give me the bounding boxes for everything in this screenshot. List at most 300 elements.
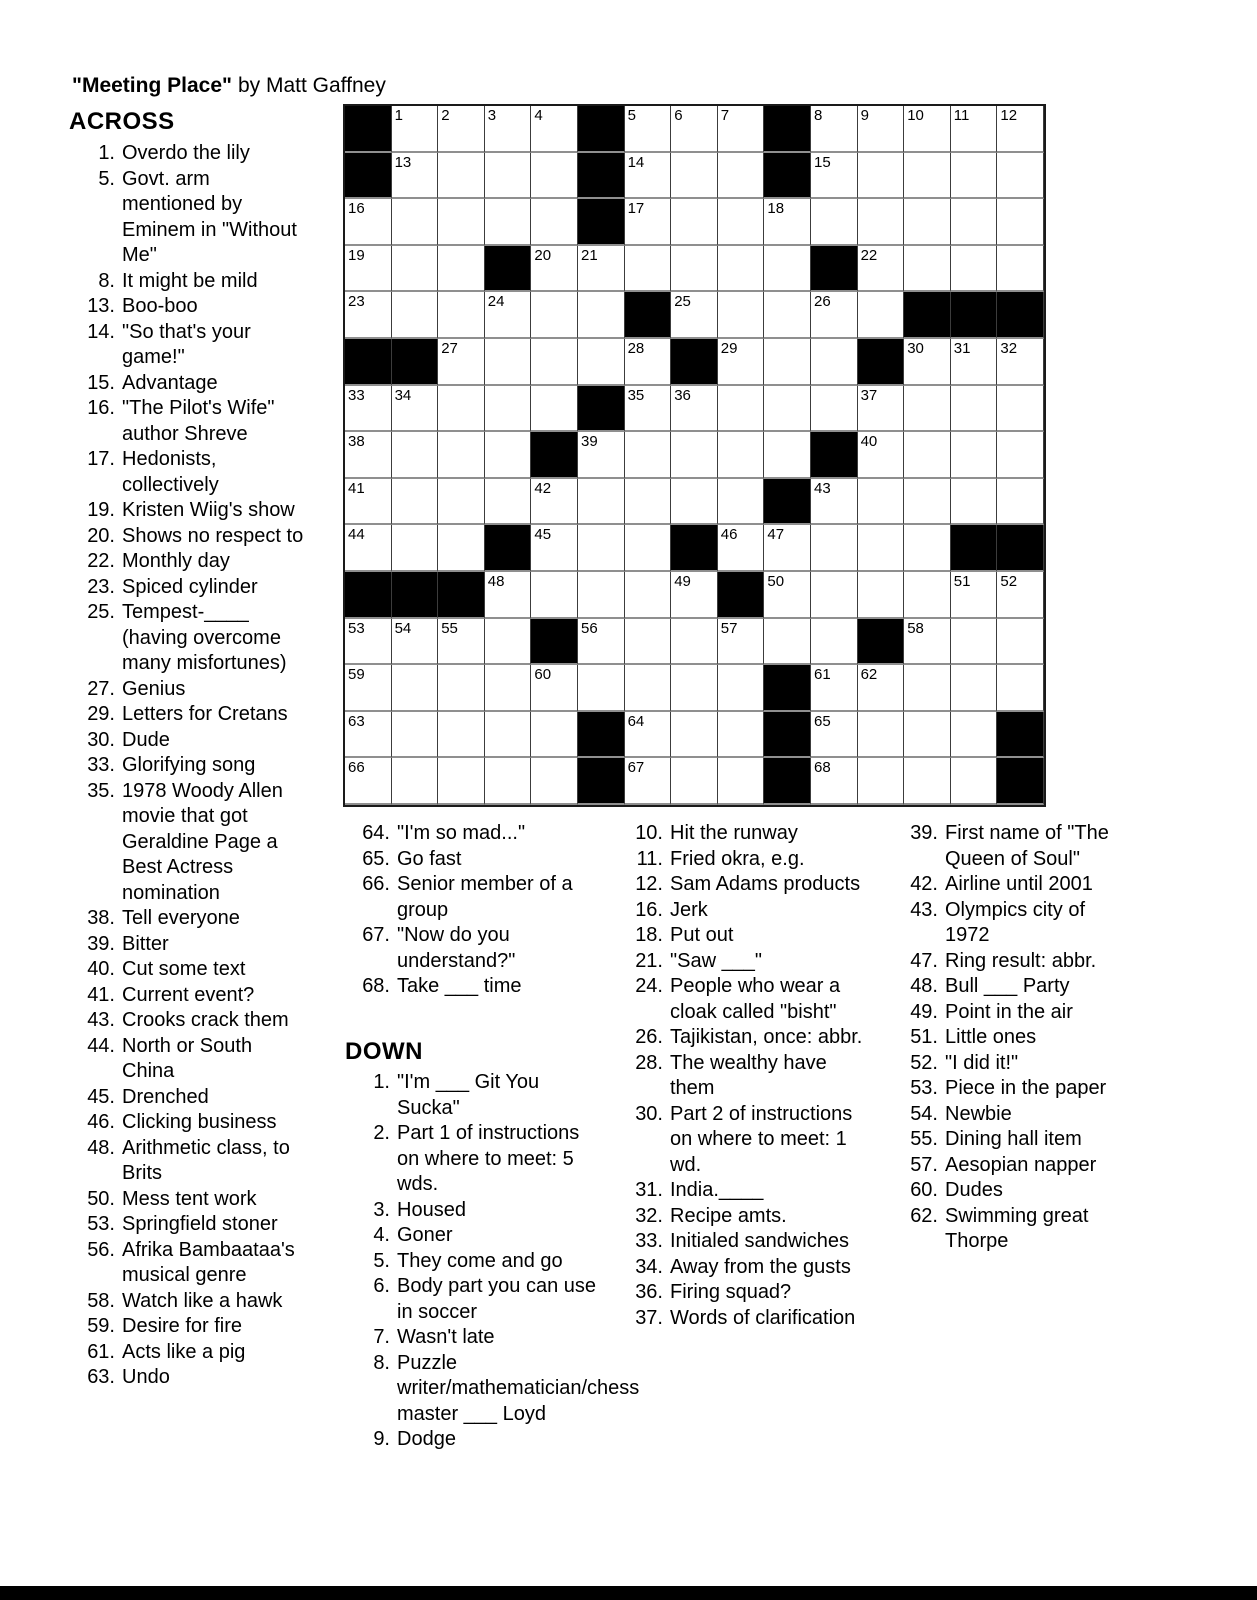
white-cell[interactable] xyxy=(531,479,578,526)
white-cell[interactable] xyxy=(997,339,1044,386)
white-cell[interactable] xyxy=(858,106,905,153)
clue-number: 28. xyxy=(635,1051,663,1074)
white-cell[interactable] xyxy=(997,665,1044,712)
clue-number: 33. xyxy=(87,754,115,776)
white-cell[interactable] xyxy=(671,246,718,293)
clue-item xyxy=(69,983,306,1009)
white-cell[interactable] xyxy=(345,619,392,666)
white-cell[interactable] xyxy=(671,153,718,200)
cell-number: 12 xyxy=(1000,107,1018,124)
white-cell[interactable] xyxy=(531,572,578,619)
white-cell[interactable] xyxy=(951,386,998,433)
white-cell[interactable] xyxy=(438,106,485,153)
white-cell[interactable] xyxy=(764,199,811,246)
white-cell[interactable] xyxy=(951,712,998,759)
white-cell[interactable] xyxy=(531,292,578,339)
clue-number: 2. xyxy=(373,1122,390,1144)
white-cell[interactable] xyxy=(485,432,532,479)
white-cell[interactable] xyxy=(718,758,765,805)
white-cell[interactable] xyxy=(951,339,998,386)
white-cell[interactable] xyxy=(951,199,998,246)
cell-number: 65 xyxy=(813,712,831,730)
clue-text: Acts like a pig xyxy=(122,1340,246,1363)
cell-number: 20 xyxy=(534,246,552,264)
white-cell[interactable] xyxy=(485,153,532,200)
white-cell[interactable] xyxy=(858,246,905,293)
cell-number: 45 xyxy=(534,526,552,544)
clue-item xyxy=(618,821,870,847)
white-cell[interactable] xyxy=(997,619,1044,666)
white-cell[interactable] xyxy=(438,153,485,200)
white-cell[interactable] xyxy=(764,619,811,666)
clue-text: Dodge xyxy=(397,1428,456,1450)
white-cell[interactable] xyxy=(997,153,1044,200)
white-cell[interactable] xyxy=(438,339,485,386)
white-cell[interactable] xyxy=(671,665,718,712)
white-cell[interactable] xyxy=(858,525,905,572)
white-cell[interactable] xyxy=(392,246,439,293)
clue-number: 48. xyxy=(910,975,938,997)
clue-item xyxy=(893,1127,1135,1153)
white-cell[interactable] xyxy=(811,199,858,246)
black-cell xyxy=(718,572,765,619)
white-cell[interactable] xyxy=(671,712,718,759)
white-cell[interactable] xyxy=(904,199,951,246)
white-cell[interactable] xyxy=(392,432,439,479)
down-clues-column-3 xyxy=(618,821,870,1331)
clue-number: 12. xyxy=(635,873,663,895)
white-cell[interactable] xyxy=(625,665,672,712)
cell-number: 26 xyxy=(813,293,831,311)
cell-number: 22 xyxy=(860,246,878,264)
white-cell[interactable] xyxy=(858,665,905,712)
white-cell[interactable] xyxy=(997,106,1044,153)
black-cell xyxy=(531,432,578,479)
white-cell[interactable] xyxy=(858,199,905,246)
cell-number: 64 xyxy=(627,712,645,730)
clue-number: 21. xyxy=(635,949,663,972)
cell-number: 53 xyxy=(348,619,365,637)
white-cell[interactable] xyxy=(718,525,765,572)
white-cell[interactable] xyxy=(485,386,532,433)
white-cell[interactable] xyxy=(438,479,485,526)
white-cell[interactable] xyxy=(345,292,392,339)
clue-text: Afrika Bambaataa's musical genre xyxy=(122,1238,295,1286)
white-cell[interactable] xyxy=(811,758,858,805)
white-cell[interactable] xyxy=(578,479,625,526)
white-cell[interactable] xyxy=(811,619,858,666)
clue-item xyxy=(69,932,306,958)
clue-item xyxy=(69,294,306,320)
white-cell[interactable] xyxy=(904,619,951,666)
black-cell xyxy=(345,106,392,153)
white-cell[interactable] xyxy=(671,758,718,805)
white-cell[interactable] xyxy=(671,106,718,153)
cell-number: 9 xyxy=(860,107,869,124)
white-cell[interactable] xyxy=(811,712,858,759)
cell-number: 4 xyxy=(534,107,543,124)
white-cell[interactable] xyxy=(625,619,672,666)
white-cell[interactable] xyxy=(811,386,858,433)
cell-number: 68 xyxy=(813,759,831,777)
white-cell[interactable] xyxy=(531,246,578,293)
clue-number: 6. xyxy=(373,1275,390,1297)
clue-item xyxy=(69,702,306,728)
white-cell[interactable] xyxy=(438,386,485,433)
white-cell[interactable] xyxy=(485,712,532,759)
white-cell[interactable] xyxy=(811,479,858,526)
white-cell[interactable] xyxy=(951,758,998,805)
white-cell[interactable] xyxy=(904,246,951,293)
cell-number: 1 xyxy=(394,107,403,124)
cell-number: 55 xyxy=(441,619,458,637)
white-cell[interactable] xyxy=(345,665,392,712)
white-cell[interactable] xyxy=(345,199,392,246)
white-cell[interactable] xyxy=(671,572,718,619)
clue-item xyxy=(618,1229,870,1255)
white-cell[interactable] xyxy=(438,665,485,712)
clue-item xyxy=(345,923,602,974)
clue-item xyxy=(69,1034,306,1085)
white-cell[interactable] xyxy=(904,525,951,572)
white-cell[interactable] xyxy=(858,386,905,433)
white-cell[interactable] xyxy=(671,479,718,526)
white-cell[interactable] xyxy=(997,199,1044,246)
clue-item xyxy=(345,1198,602,1224)
white-cell[interactable] xyxy=(625,758,672,805)
white-cell[interactable] xyxy=(578,665,625,712)
clue-text: Housed xyxy=(397,1198,466,1221)
clue-text: Hedonists, collectively xyxy=(122,448,219,496)
white-cell[interactable] xyxy=(531,712,578,759)
white-cell[interactable] xyxy=(392,153,439,200)
white-cell[interactable] xyxy=(951,479,998,526)
white-cell[interactable] xyxy=(951,106,998,153)
white-cell[interactable] xyxy=(904,339,951,386)
white-cell[interactable] xyxy=(345,479,392,526)
white-cell[interactable] xyxy=(531,525,578,572)
clue-number: 14. xyxy=(87,320,115,343)
white-cell[interactable] xyxy=(811,153,858,200)
white-cell[interactable] xyxy=(485,199,532,246)
white-cell[interactable] xyxy=(858,572,905,619)
cell-number: 63 xyxy=(348,712,365,730)
clue-number: 29. xyxy=(87,703,115,725)
white-cell[interactable] xyxy=(904,153,951,200)
white-cell[interactable] xyxy=(951,432,998,479)
white-cell[interactable] xyxy=(625,479,672,526)
white-cell[interactable] xyxy=(718,339,765,386)
clue-number: 19. xyxy=(87,499,115,521)
clue-text: First name of "The Queen of Soul" xyxy=(945,822,1109,870)
white-cell[interactable] xyxy=(392,665,439,712)
cell-number: 33 xyxy=(348,386,365,404)
cell-number: 41 xyxy=(348,479,365,497)
clue-number: 37. xyxy=(635,1306,663,1329)
white-cell[interactable] xyxy=(951,246,998,293)
clue-text: North or South China xyxy=(122,1034,253,1082)
white-cell[interactable] xyxy=(578,246,625,293)
clue-number: 8. xyxy=(373,1351,390,1374)
white-cell[interactable] xyxy=(811,292,858,339)
white-cell[interactable] xyxy=(811,572,858,619)
white-cell[interactable] xyxy=(345,386,392,433)
white-cell[interactable] xyxy=(438,619,485,666)
clue-text: Wasn't late xyxy=(397,1326,495,1348)
white-cell[interactable] xyxy=(625,572,672,619)
white-cell[interactable] xyxy=(438,525,485,572)
white-cell[interactable] xyxy=(531,665,578,712)
clue-number: 45. xyxy=(87,1085,115,1108)
white-cell[interactable] xyxy=(531,339,578,386)
white-cell[interactable] xyxy=(718,479,765,526)
clue-text: Olympics city of 1972 xyxy=(945,898,1086,946)
cell-number: 34 xyxy=(394,386,412,404)
clue-number: 56. xyxy=(87,1238,115,1261)
white-cell[interactable] xyxy=(625,386,672,433)
black-cell xyxy=(764,665,811,712)
white-cell[interactable] xyxy=(392,525,439,572)
white-cell[interactable] xyxy=(531,153,578,200)
clue-text: Letters for Cretans xyxy=(122,703,288,725)
white-cell[interactable] xyxy=(718,432,765,479)
white-cell[interactable] xyxy=(671,386,718,433)
white-cell[interactable] xyxy=(811,525,858,572)
white-cell[interactable] xyxy=(438,758,485,805)
white-cell[interactable] xyxy=(625,153,672,200)
white-cell[interactable] xyxy=(578,619,625,666)
clue-number: 22. xyxy=(87,550,115,572)
white-cell[interactable] xyxy=(345,246,392,293)
white-cell[interactable] xyxy=(671,619,718,666)
clue-text: 1978 Woody Allen movie that got Geraldine Page a Best Actress nomination xyxy=(122,779,283,904)
black-cell xyxy=(997,712,1044,759)
white-cell[interactable] xyxy=(392,199,439,246)
white-cell[interactable] xyxy=(718,199,765,246)
clue-text: Away from the gusts xyxy=(670,1255,851,1278)
clue-number: 67. xyxy=(362,924,390,946)
white-cell[interactable] xyxy=(718,665,765,712)
white-cell[interactable] xyxy=(811,339,858,386)
clue-text: Mess tent work xyxy=(122,1187,257,1210)
white-cell[interactable] xyxy=(718,386,765,433)
white-cell[interactable] xyxy=(858,712,905,759)
white-cell[interactable] xyxy=(718,619,765,666)
white-cell[interactable] xyxy=(904,665,951,712)
clue-number: 13. xyxy=(87,295,115,317)
white-cell[interactable] xyxy=(764,432,811,479)
clue-text: Shows no respect to xyxy=(122,524,304,547)
white-cell[interactable] xyxy=(485,665,532,712)
white-cell[interactable] xyxy=(531,199,578,246)
white-cell[interactable] xyxy=(625,246,672,293)
white-cell[interactable] xyxy=(951,619,998,666)
cell-number: 44 xyxy=(348,526,365,544)
cell-number: 35 xyxy=(627,386,645,404)
clue-item xyxy=(618,1178,870,1204)
black-cell xyxy=(578,106,625,153)
clue-text: Part 2 of instructions on where to meet: 1 wd. xyxy=(670,1102,853,1176)
white-cell[interactable] xyxy=(718,292,765,339)
white-cell[interactable] xyxy=(671,199,718,246)
clue-item xyxy=(893,1204,1135,1255)
white-cell[interactable] xyxy=(578,432,625,479)
black-cell xyxy=(392,572,439,619)
white-cell[interactable] xyxy=(904,572,951,619)
cell-number: 60 xyxy=(534,666,552,684)
white-cell[interactable] xyxy=(764,292,811,339)
clue-item xyxy=(345,1223,602,1249)
clue-item xyxy=(69,575,306,601)
down-header: DOWN xyxy=(345,1038,423,1065)
white-cell[interactable] xyxy=(531,386,578,433)
white-cell[interactable] xyxy=(811,665,858,712)
clue-number: 27. xyxy=(87,677,115,700)
white-cell[interactable] xyxy=(392,712,439,759)
white-cell[interactable] xyxy=(997,432,1044,479)
white-cell[interactable] xyxy=(625,339,672,386)
clue-item xyxy=(69,396,306,447)
white-cell[interactable] xyxy=(718,712,765,759)
white-cell[interactable] xyxy=(392,758,439,805)
white-cell[interactable] xyxy=(625,432,672,479)
white-cell[interactable] xyxy=(858,432,905,479)
white-cell[interactable] xyxy=(485,479,532,526)
cell-number: 13 xyxy=(394,153,412,171)
white-cell[interactable] xyxy=(485,106,532,153)
cell-number: 54 xyxy=(394,619,412,637)
white-cell[interactable] xyxy=(764,525,811,572)
white-cell[interactable] xyxy=(858,758,905,805)
white-cell[interactable] xyxy=(438,432,485,479)
clue-text: Part 1 of instructions on where to meet: 5 wds. xyxy=(397,1122,580,1195)
white-cell[interactable] xyxy=(578,525,625,572)
white-cell[interactable] xyxy=(485,619,532,666)
white-cell[interactable] xyxy=(485,292,532,339)
white-cell[interactable] xyxy=(625,525,672,572)
white-cell[interactable] xyxy=(764,572,811,619)
white-cell[interactable] xyxy=(904,758,951,805)
white-cell[interactable] xyxy=(904,479,951,526)
black-cell xyxy=(625,292,672,339)
white-cell[interactable] xyxy=(531,758,578,805)
clue-text: Dining hall item xyxy=(945,1128,1082,1150)
white-cell[interactable] xyxy=(625,712,672,759)
white-cell[interactable] xyxy=(904,712,951,759)
cell-number: 31 xyxy=(953,339,971,357)
white-cell[interactable] xyxy=(345,758,392,805)
white-cell[interactable] xyxy=(997,479,1044,526)
white-cell[interactable] xyxy=(858,153,905,200)
clue-text: Drenched xyxy=(122,1085,209,1108)
white-cell[interactable] xyxy=(951,572,998,619)
white-cell[interactable] xyxy=(671,292,718,339)
clue-number: 16. xyxy=(635,898,663,921)
white-cell[interactable] xyxy=(345,712,392,759)
clue-number: 53. xyxy=(910,1077,938,1099)
clue-number: 55. xyxy=(910,1128,938,1150)
white-cell[interactable] xyxy=(858,479,905,526)
white-cell[interactable] xyxy=(764,339,811,386)
clue-text: Fried okra, e.g. xyxy=(670,847,805,870)
white-cell[interactable] xyxy=(438,712,485,759)
clue-item xyxy=(69,600,306,677)
white-cell[interactable] xyxy=(392,292,439,339)
white-cell[interactable] xyxy=(718,106,765,153)
white-cell[interactable] xyxy=(578,572,625,619)
white-cell[interactable] xyxy=(997,386,1044,433)
white-cell[interactable] xyxy=(485,572,532,619)
clue-item xyxy=(69,1289,306,1315)
clue-item xyxy=(69,1238,306,1289)
clue-number: 44. xyxy=(87,1034,115,1057)
white-cell[interactable] xyxy=(718,246,765,293)
cell-number: 7 xyxy=(720,107,730,124)
clue-text: Dude xyxy=(122,728,170,751)
white-cell[interactable] xyxy=(671,432,718,479)
white-cell[interactable] xyxy=(392,479,439,526)
cell-number: 23 xyxy=(348,293,365,311)
clue-item xyxy=(345,1427,602,1453)
white-cell[interactable] xyxy=(718,153,765,200)
white-cell[interactable] xyxy=(578,292,625,339)
white-cell[interactable] xyxy=(951,153,998,200)
white-cell[interactable] xyxy=(438,246,485,293)
white-cell[interactable] xyxy=(485,339,532,386)
black-cell xyxy=(345,339,392,386)
white-cell[interactable] xyxy=(997,572,1044,619)
clue-number: 60. xyxy=(910,1179,938,1201)
white-cell[interactable] xyxy=(345,525,392,572)
white-cell[interactable] xyxy=(345,432,392,479)
clue-number: 30. xyxy=(635,1102,663,1125)
clue-number: 30. xyxy=(87,728,115,751)
white-cell[interactable] xyxy=(904,386,951,433)
white-cell[interactable] xyxy=(578,339,625,386)
white-cell[interactable] xyxy=(392,106,439,153)
white-cell[interactable] xyxy=(485,758,532,805)
clue-text: Goner xyxy=(397,1224,453,1246)
clue-number: 46. xyxy=(87,1111,115,1133)
clue-item xyxy=(345,1249,602,1275)
clue-text: Firing squad? xyxy=(670,1281,792,1303)
cell-number: 48 xyxy=(487,572,505,590)
white-cell[interactable] xyxy=(997,246,1044,293)
clue-item xyxy=(893,1153,1135,1179)
white-cell[interactable] xyxy=(531,106,578,153)
white-cell[interactable] xyxy=(438,199,485,246)
white-cell[interactable] xyxy=(764,246,811,293)
cell-number: 57 xyxy=(720,619,738,637)
white-cell[interactable] xyxy=(858,292,905,339)
white-cell[interactable] xyxy=(625,199,672,246)
white-cell[interactable] xyxy=(811,106,858,153)
white-cell[interactable] xyxy=(392,386,439,433)
white-cell[interactable] xyxy=(764,386,811,433)
white-cell[interactable] xyxy=(438,292,485,339)
clue-text: Crooks crack them xyxy=(122,1009,289,1031)
white-cell[interactable] xyxy=(904,106,951,153)
clue-number: 53. xyxy=(87,1213,115,1235)
black-cell xyxy=(904,292,951,339)
clue-item xyxy=(618,923,870,949)
clue-item xyxy=(893,1076,1135,1102)
white-cell[interactable] xyxy=(625,106,672,153)
clue-item xyxy=(618,949,870,975)
white-cell[interactable] xyxy=(392,619,439,666)
white-cell[interactable] xyxy=(951,665,998,712)
white-cell[interactable] xyxy=(904,432,951,479)
